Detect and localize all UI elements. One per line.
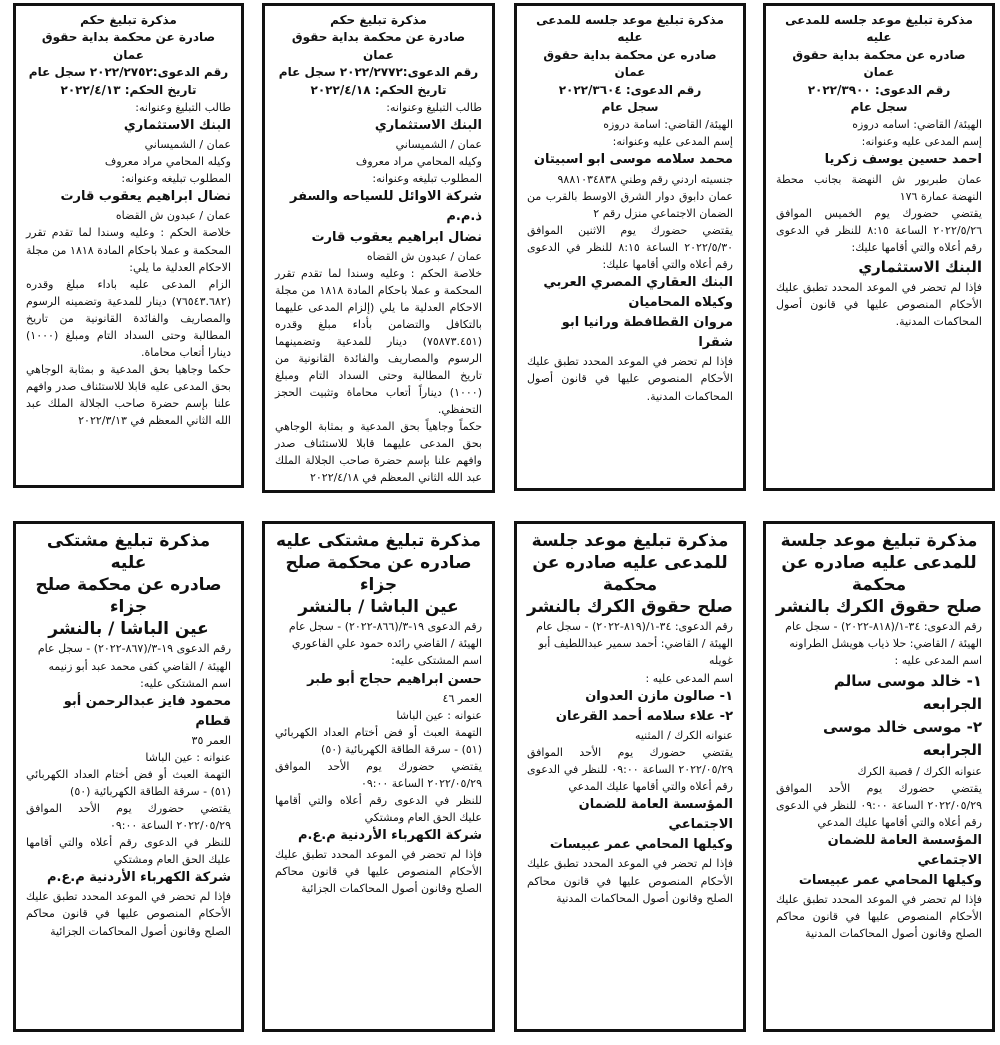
notice-text-line: شركة الاوائل للسياحه والسفر ذ.م.م [290,189,482,225]
notice-text-line: عمان طبربور ش النهضة بجانب محطة النهضة عمارة ١٧٦ [776,172,982,203]
notice-text-line: فإذا لم تحضر في الموعد المحدد تطبق عليك الأحكام المنصوص عليها في قانون محاكم الصلح وقانون أصول المحاكمات الجزائية [275,848,482,896]
notice-text-line: للنظر في الدعوى رقم أعلاه والتي أقامها عليك الحق العام ومشتكي [275,793,482,824]
notice-text-line: البنك الاستثماري [123,118,231,133]
notice-text-line: المؤسسة العامة للضمان الاجتماعي [578,797,733,833]
notice-heading-line: مذكرة تبليغ حكم [80,13,177,27]
notice-text-line: حسن ابراهيم حجاج أبو طبر [307,671,482,687]
notice-text-line: الهيئة / القاضي: حلا ذياب هويشل الطراونه [789,637,982,651]
notice-text-line: يقتضي حضورك يوم الأحد الموافق ٢٠٢٢/٠٥/٢٩ الساعة ٠٩:٠٠ [26,802,231,833]
notice-text-line: فإذا لم تحضر في الموعد المحدد تطبق عليك الأحكام المنصوص عليها في قانون أصول المحاكمات المدنية. [776,281,982,329]
notice-text-line: طالب التبليغ وعنوانه: [386,100,482,114]
notice-text-line: وكيله المحامي مراد معروف [104,155,231,169]
notice-text-line: فإذا لم تحضر في الموعد المحدد تطبق عليك الأحكام المنصوص عليها في قانون محاكم الصلح وقانون أصول المحاكمات الجزائية [26,890,231,938]
notice-text-line: عمان / الشميساني [395,138,482,152]
notice-text-line: المطلوب تبليغه وعنوانه: [121,172,231,186]
notice-text-line: الزام المدعى عليه باداء مبلغ وقدره (٧٦٥٤٣.٦٨٢) دينار للمدعية وتضمينه الرسوم والمصاريف والفائدة القانونية من تاريخ المطالبة وحتى السداد التام ومبلغ (١٠٠٠) دينارا أتعاب محاماة. [26,277,231,359]
notice-text-line: وكيلاه المحاميان [628,295,733,310]
notice-text-line: للنظر في الدعوى رقم أعلاه والتي أقامها عليك الحق العام ومشتكي [26,836,231,867]
notice-judgment-2772 [262,3,495,493]
notice-text-line: الهيئة / القاضي: أحمد سمير عبداللطيف أبو غويله [538,637,733,668]
notice-heading-line: عين الباشا / بالنشر [298,597,459,618]
notice-judgment-2752 [13,3,244,488]
notice-heading-line: صلح حقوق الكرك بالنشر [776,597,982,618]
notice-hearing-3604 [514,3,746,491]
notice-text-line: وكيله المحامي مراد معروف [355,155,482,169]
notice-text-line: عنوانه الكرك / قصبة الكرك [857,764,982,778]
notice-text-line: رقم الدعوى: ٣٤-١/(٨١٩-٢٠٢٢) - سجل عام [536,620,733,634]
notice-text-line: البنك العقاري المصري العربي [543,274,733,290]
notice-text-line: يقتضي حضورك يوم الاثنين الموافق ٢٠٢٢/٥/٣٠ الساعة ٨:١٥ للنظر في الدعوى رقم أعلاه والتي أقامها عليك: [527,223,734,271]
notice-text-line: يقتضي حضورك يوم الخميس الموافق ٢٠٢٢/٥/٢٦ الساعة ٨:١٥ للنظر في الدعوى رقم أعلاه والتي أقامها عليك: [776,206,983,254]
notice-text-line: رقم الدعوى ١٩-٣/(٨٦٧-٢٠٢٢) - سجل عام [37,642,231,656]
notice-heading-line: مذكرة تبليغ مشتكى عليه [46,531,211,574]
notice-heading-line: رقم الدعوى:٢٠٢٢/٢٧٥٢ سجل عام [28,65,229,80]
notice-text-line: عنوانه الكرك / المثنيه [634,728,733,742]
notice-text-line: اسم المدعى عليه : [894,654,982,668]
notice-text-line: المطلوب تبليغه وعنوانه: [372,172,482,186]
notice-heading-line: عين الباشا / بالنشر [48,619,209,640]
notice-text-line: فإذا لم تحضر في الموعد المحدد تطبق عليك الأحكام المنصوص عليها في قانون محاكم الصلح وقانون أصول المحاكمات المدنية [527,857,733,905]
notice-text-line: البنك الاستثماري [858,257,982,276]
notice-text-line: المؤسسة العامة للضمان الاجتماعي [827,832,982,868]
notice-text-line: وكيلها المحامي عمر عبيسات [798,872,982,888]
notice-heading-line: رقم الدعوى: ٢٠٢٢/٣٩٠٠ [807,82,951,97]
notice-heading-line: مذكرة تبليغ موعد جلسه للمدعى عليه [536,13,724,45]
notice-text-line: محمود فايز عبدالرحمن أبو قطام [63,693,231,729]
notice-text-line: خلاصة الحكم : وعليه وسندا لما تقدم تقرر المحكمة و عملا باحكام المادة ١٨١٨ من مجلة الاحكام العدلية ما يلي: [26,226,232,274]
notice-text-line: عمان / عبدون ش القضاه [115,209,231,223]
notice-text-line: نضال ابراهيم يعقوب قارت [60,189,231,205]
notice-heading-line: تاريخ الحكم: ٢٠٢٢/٤/١٨ [310,82,447,97]
notice-heading-line: صادره عن محكمة بداية حقوق عمان [792,47,966,80]
notice-text-line: يقتضي حضورك يوم الأحد الموافق ٢٠٢٢/٠٥/٢٩ الساعة ٠٩:٠٠ للنظر في الدعوى رقم أعلاه والتي أقامها عليك المدعي [776,781,983,829]
notice-text-line: اسم المشتكى عليه: [391,654,482,668]
notice-text-line: عمان / الشميساني [144,138,231,152]
notice-heading-line: صادرة عن محكمة بداية حقوق عمان [41,30,216,62]
notice-text-line: الهيئة / القاضي رائده حمود علي الفاعوري [291,637,482,651]
notice-heading-line: مذكرة تبليغ موعد جلسة [780,531,978,551]
notice-hearing-818 [763,521,995,1032]
notice-heading-line: للمدعى عليه صادره عن محكمة [781,553,977,596]
notice-text-line: احمد حسين يوسف زكريا [824,152,982,168]
notice-heading-line: سجل عام [601,99,659,114]
notice-text-line: مروان القطافطة ورانيا ابو شقرا [561,315,733,351]
notice-heading-line: صلح حقوق الكرك بالنشر [527,597,733,618]
notice-text-line: حكما وجاهيا بحق المدعية و بمثابة الوجاهي بحق المدعى عليه قابلا للاستئناف صدر وافهم علنا بإسم حضرة صاحب الجلالة الملك عبد الله الثاني المعظم في ٢٠٢٢/٣/١٣ [26,362,231,427]
notice-text-line: عنوانه : عين الباشا [145,750,231,764]
notice-heading-line: صادره عن محكمة بداية حقوق عمان [543,47,717,80]
notice-text-line: ٢- موسى خالد موسى الجرابعه [822,718,982,760]
notice-heading-line: مذكرة تبليغ مشتكى عليه [275,531,482,551]
notice-hearing-819 [514,521,746,1032]
notice-heading-line: مذكرة تبليغ موعد جلسه للمدعى عليه [785,13,973,45]
notice-text-line: إسم المدعى عليه وعنوانه: [612,135,733,149]
notice-text-line: محمد سلامه موسى ابو اسبيتان [533,152,733,168]
notice-text-line: فإذا لم تحضر في الموعد المحدد تطبق عليك الأحكام المنصوص عليها في قانون محاكم الصلح وقانون أصول المحاكمات المدنية [776,893,982,941]
notice-heading-line: تاريخ الحكم: ٢٠٢٢/٤/١٣ [60,82,197,97]
notice-heading-line: سجل عام [850,99,908,114]
notice-text-line: إسم المدعى عليه وعنوانه: [861,135,982,149]
notice-text-line: العمر ٤٦ [442,691,482,705]
notice-text-line: عنوانه : عين الباشا [396,708,482,722]
notice-text-line: العمر ٣٥ [191,733,231,747]
notice-text-line: التهمة العبث أو فض أختام العداد الكهربائي (٥١) - سرقة الطاقة الكهربائية (٥٠) [26,767,231,799]
notice-heading-line: صادرة عن محكمة بداية حقوق عمان [291,30,466,62]
notice-heading-line: صادره عن محكمة صلح جزاء [35,575,222,618]
notice-heading-line: رقم الدعوى:٢٠٢٢/٢٧٧٢ سجل عام [278,65,479,80]
notice-heading-line: للمدعى عليه صادره عن محكمة [532,553,728,596]
notice-text-line: عمان دابوق دوار الشرق الاوسط بالقرب من الضمان الاجتماعي منزل رقم ٢ [527,189,733,220]
notice-text-line: شركة الكهرباء الأردنية م.ع.م [297,828,482,844]
notice-text-line: يقتضي حضورك يوم الأحد الموافق ٢٠٢٢/٠٥/٢٩ الساعة ٠٩:٠٠ [275,759,482,790]
notice-text-line: البنك الاستثماري [374,118,482,133]
notice-text-line: اسم المدعى عليه : [645,671,733,685]
notice-defendant-867 [13,521,244,1032]
notice-text-line: ١- خالد موسى سالم الجرابعه [833,671,982,713]
notice-heading-line: مذكرة تبليغ حكم [330,13,427,27]
notice-text-line: شركة الكهرباء الأردنية م.ع.م [46,870,231,886]
notice-text-line: خلاصة الحكم : وعليه وسندا لما تقدم تقرر المحكمة و عملا باحكام المادة ١٨١٨ من مجلة الاحكام العدلية ما يلي (إلزام المدعى عليهما بالتكافل والتضامن بأداء مبلغ وقدره (٧٥٨٧٣.٤٥١) دينار للمدعية وتضمينهما الرسوم والمصاريف والفائدة القانونية من تاريخ المطالبة وحتى السداد التام ومبلغ (١٠٠٠) ديناراً أتعاب محاماة وتثبيت الحجز التحفظي. [275,266,482,417]
notice-text-line: اسم المشتكى عليه: [140,676,231,690]
notice-text-line: رقم الدعوى ١٩-٣/(٨٦٦-٢٠٢٢) - سجل عام [288,620,482,634]
notice-text-line: حكماً وجاهياً بحق المدعية و بمثابة الوجاهي بحق المدعى عليهما قابلا للاستئناف صدر وافهم علنا بإسم حضرة صاحب الجلالة الملك عبد الله الثاني المعظم في ٢٠٢٢/٤/١٨ [275,420,482,485]
notice-text-line: طالب التبليغ وعنوانه: [135,100,231,114]
notice-hearing-3900 [763,3,995,491]
notice-text-line: الهيئة/ القاضي: اسامة دروزه [603,118,733,132]
notice-text-line: فإذا لم تحضر في الموعد المحدد تطبق عليك الأحكام المنصوص عليها في قانون أصول المحاكمات المدنية. [527,355,733,403]
notice-text-line: الهيئة / القاضي كفى محمد عبد أبو زنيمه [48,659,231,673]
notice-text-line: وكيلها المحامي عمر عبيسات [549,837,733,853]
notice-text-line: التهمة العبث أو فض أختام العداد الكهربائي (٥١) - سرقة الطاقة الكهربائية (٥٠) [275,725,482,756]
notice-text-line: جنسيته اردني رقم وطني ٩٨٨١٠٣٤٨٣٨ [557,172,733,186]
notice-text-line: يقتضي حضورك يوم الأحد الموافق ٢٠٢٢/٠٥/٢٩ الساعة ٠٩:٠٠ للنظر في الدعوى رقم أعلاه والتي أقامها عليك المدعي [527,745,734,793]
notice-heading-line: رقم الدعوى: ٢٠٢٢/٣٦٠٤ [558,82,702,97]
notice-heading-line: صادره عن محكمة صلح جزاء [285,553,472,596]
notice-text-line: ١- صالون مازن العدوان [585,688,733,704]
notice-text-line: ٢- علاء سلامه أحمد القرعان [555,708,733,724]
notice-text-line: عمان / عبدون ش القضاه [366,249,482,263]
notice-heading-line: مذكرة تبليغ موعد جلسة [531,531,729,551]
notice-text-line: رقم الدعوى: ٣٤-١/(٨١٨-٢٠٢٢) - سجل عام [785,620,982,634]
notice-text-line: نضال ابراهيم يعقوب قارت [311,229,482,245]
notice-text-line: الهيئة/ القاضي: اسامه دروزه [852,118,982,132]
notice-defendant-866 [262,521,495,1032]
